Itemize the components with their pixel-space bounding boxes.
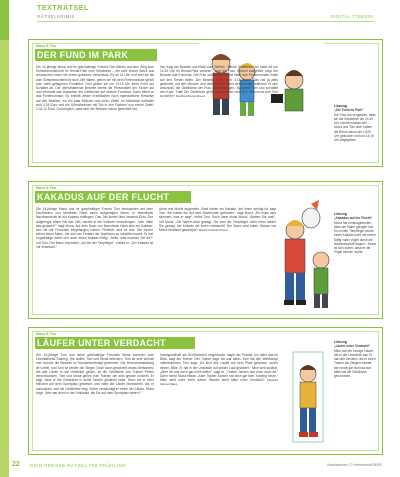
story-column-left: Die 14-jährige Mona und ihr gleichaltriger Freund Tom beobachten auf dem Dachboden von Manfreds Haus einen aufgeregten Mann. In Mannfreds Nachbarschaft ist ein Kakadu entflogen. Das Tier kostet über tausend Euro. Der aufgeregte Mann hat das Ziel, nachts in die Volieren einzudringen. „Wer hätte das gedacht?“ fragt Mona. Auf dem Dach von Mannfreds Haus sitzt ein Kakadu, den sie mit Freunden eingefangen haben. Plötzlich wird es laut: Die Kinder sehen einen Mann, der sich am Fenster der Nachbarn zu schaffen macht. Er hat Vogelkäfige dabei und auch einen Kakadu-Käfig. „Hallo, was machen Sie da?“ ruft Tom. Der Mann erschrickt, „Ich bin der Tierpfleger“, erklärt er. „Der Kakadu ist mir entwischt.“ [36, 207, 153, 249]
solution-box [334, 104, 376, 142]
solution-box [334, 340, 376, 378]
story-author: Moss & Ton [36, 44, 57, 48]
solution-label: Lösung [334, 212, 347, 216]
story-panel-1 [28, 39, 383, 167]
story-column-right [160, 65, 278, 111]
solution-box [334, 212, 376, 254]
story-title-bar [35, 337, 195, 349]
story-text: Handyposthaft am Großbahnhof eingedrückt, sagte der Polizist, Ich habe das im Blick, sagt der Trainer. Der Trainer sagt: Ich war allein. Tom hat den Wettkampf mitbekommen. Tom sagt: „Es sind alle Läufer auf dem Platz gewesen, außer einem: Mike. Er hat in der Umkleide auf seinen Lauf gewartet.“ Mike wird knallrot. „Aber ich war doch gar nicht allein!“, sagt er. „Trainer Jansen war doch auch da.“ Dann merkt Mona etwas: „Aber Trainer Jansen hat doch gar kein Training heute.“ Mike weiß nicht mehr weiter. Warum steht Mike unter Verdacht? [160, 353, 278, 383]
header-rule [37, 21, 373, 22]
solution-title: „Läufer unter Verdacht“ [334, 344, 371, 349]
solution-text: Mike war der einzige Läufer, der in der Umkleide war. Er hat sich verraten, als er einen Trainer als Zeugen nannte, der heute gar nicht da war. Mike hat die Geldbörse genommen. [334, 349, 376, 378]
solution-title: „Kakadus auf der Flucht“ [334, 216, 373, 221]
section-title: TEXTRÄTSEL [37, 5, 89, 12]
page-footer [0, 458, 400, 477]
story-columns [36, 353, 282, 395]
story-columns [36, 65, 278, 111]
solution-title: „Der Fund im Park“ [334, 108, 364, 113]
story-panel-2 [28, 181, 383, 319]
section-subtitle: RÄTSELKRIMIS [37, 14, 75, 19]
story-author: Moss & Ton [36, 332, 57, 336]
story-title-bar [35, 49, 157, 61]
story-column-right [159, 207, 276, 249]
story-title: DER FUND IM PARK [37, 50, 129, 60]
magazine-title: DEIN PRESSE-RÄTSEL 768 FRÜHLING [30, 463, 127, 468]
story-column-left: Der 14-jährige Tom und seine gleichaltrige Freundin Mona kommen zum Leichtathletik-Training. Sie wollen Tom und Mona anfeuern. Tom ist sehr schnell und möchte die Bestzeit im Hundertmeterlauf gewinnen. Die Rennveranstaltung ist vorbei, und Tom ist wieder der Sieger. Doch dann geschieht etwas Seltsames: Als alle Läufer in die Umkleide gehen, ist die Geldbörse von Trainer Peters verschwunden. Tom und Mona gehen zum Trainer, der sich gerade umzieht. Er sagt, dass er die Geldbörse in seine Tasche gesteckt habe. Dann sei er zehn Minuten auf dem Sportplatz gewesen und habe die Läufer beobachtet. Als er zurückkam, war die Geldbörse weg. Sofort verdächtigt er einen der Läufer. Mona fragt: „Wer war denn in der Umkleide, als Sie auf dem Sportplatz waren?“ [36, 353, 154, 395]
illustration-credit: Illustrationen: © Hermeneut/DERE [327, 463, 382, 467]
page-header [7, 4, 393, 34]
story-text: hat, fragt der Beamte und blickt zum Telefon. "Meine Geldbörse! Ich habe sie um 14:30 Uhr im Herold-Park verloren", sagt die Frau. Schnell ausgefüllt, zeigt der Beamte das Formular. Die Frau schaut hinein und lässt den Portemonnaie-Inhalt auf den Tresen fallen. Der Beamte zählt nach: 3,15 Euro, "Das hat ja alles gestimmt, mit den Münzen und dem Zettel", meint der Beamte, während er sich anschickt, die Geldbörse der Frau auszuhändigen. Da grinst Tom und schüttelt den Kopf: "Halt! Die Geldbörse gehört ganz sicher nicht ihr!" Warum ist sich Tom so sicher? [160, 65, 278, 99]
story-text: Anna und Moritz angerufen. Zwei haben ein Kakadu, der ihnen wichtig ist, sagt Tom. Wir haben ihn auf dem Dachboden gefunden“, sagt Mona. „Es muss also stimmen, was er sagt“, meint Tom. Doch dann stutzt Mona: „Warten Sie mal!“, ruft Mona, „Sie haben doch gesagt, Sie sind der Tierpfleger. Aber eben haben Sie gesagt, der Kakadu sei Ihnen entwischt!“ Der Mann wird blass. Warum hat Mona Verdacht geschöpft? [159, 207, 276, 233]
story-title: KAKADUS AUF DER FLUCHT [37, 192, 170, 202]
story-author: Moss & Ton [36, 186, 57, 190]
runner-illustration [287, 346, 331, 450]
story-signature: Manfred Mertenzhaus [175, 94, 205, 99]
solution-text: Mona hat herausgefunden, dass der Mann gelogen hat. Ein echter Tierpfleger würde einen Kakadu nicht mit einem Käfig voller Vögel durch die Nachbarschaft tragen – Mona ist sich sicher, dass er die Vögel stehlen wollte. [334, 221, 376, 254]
digital-code: DIGITAL 776B328 [330, 14, 373, 19]
story-title-bar [35, 191, 191, 203]
solution-label: Lösung [334, 104, 347, 108]
story-columns [36, 207, 276, 249]
story-panel-3 [28, 327, 383, 455]
page-number: 22 [12, 461, 20, 468]
solution-text: Die Frau hat vergessen, dass sie die Geldbörse um 14:30 Uhr verloren haben will – Mona und Tom aber haben die Börse schon um 14:00 Uhr gefunden und um 14:15 Uhr abgegeben. [334, 113, 376, 142]
story-signature: Manfred Mertenzhaus [198, 228, 228, 233]
story-title: LÄUFER UNTER VERDACHT [37, 338, 166, 348]
story-signature: Manfred Mertenzhaus [160, 378, 278, 387]
solution-label: Lösung [334, 340, 347, 344]
left-color-bar [0, 0, 9, 477]
kakadu-illustration [281, 200, 333, 314]
story-column-left: Die 14-jährige Mona und ihr gleichaltriger Freund Tom fliehen auf dem Weg zum Schwimmunterricht im Herold-Park eine Geldbörse – ein sehr teures Stück aus schwarzem Leder mit einem goldenen Verschluss. Es ist 14 Uhr, und weil sie bis zum Schwimmunterricht noch Zeit haben, gehen sie mit dem Portemonnaie gleich zum nahe gelegenen Fundbüro. Dort geben sie um 14:15 Uhr ihren Fund am Schalter ab. Der diensthabende Beamte nimmt die Personalien der Kinder auf und vermerkt das Aussehen der Geldbörse auf seinem Formular. Dann öffnet er das Portemonnaie. Es enthält weder Kreditkarten noch irgendwelche Hinweise auf den Besitzer, nur ein paar Münzen und einen Zettel. Im Münzfach befinden sich 3,15 Euro und ein Schnäbelchen mit Ton in drei Fächern und einem Zettel: 2,34,12 Euro. Gut möglich, dass sich der Besitzer schon gemeldet hat. [36, 65, 154, 112]
story-column-right [160, 353, 278, 395]
